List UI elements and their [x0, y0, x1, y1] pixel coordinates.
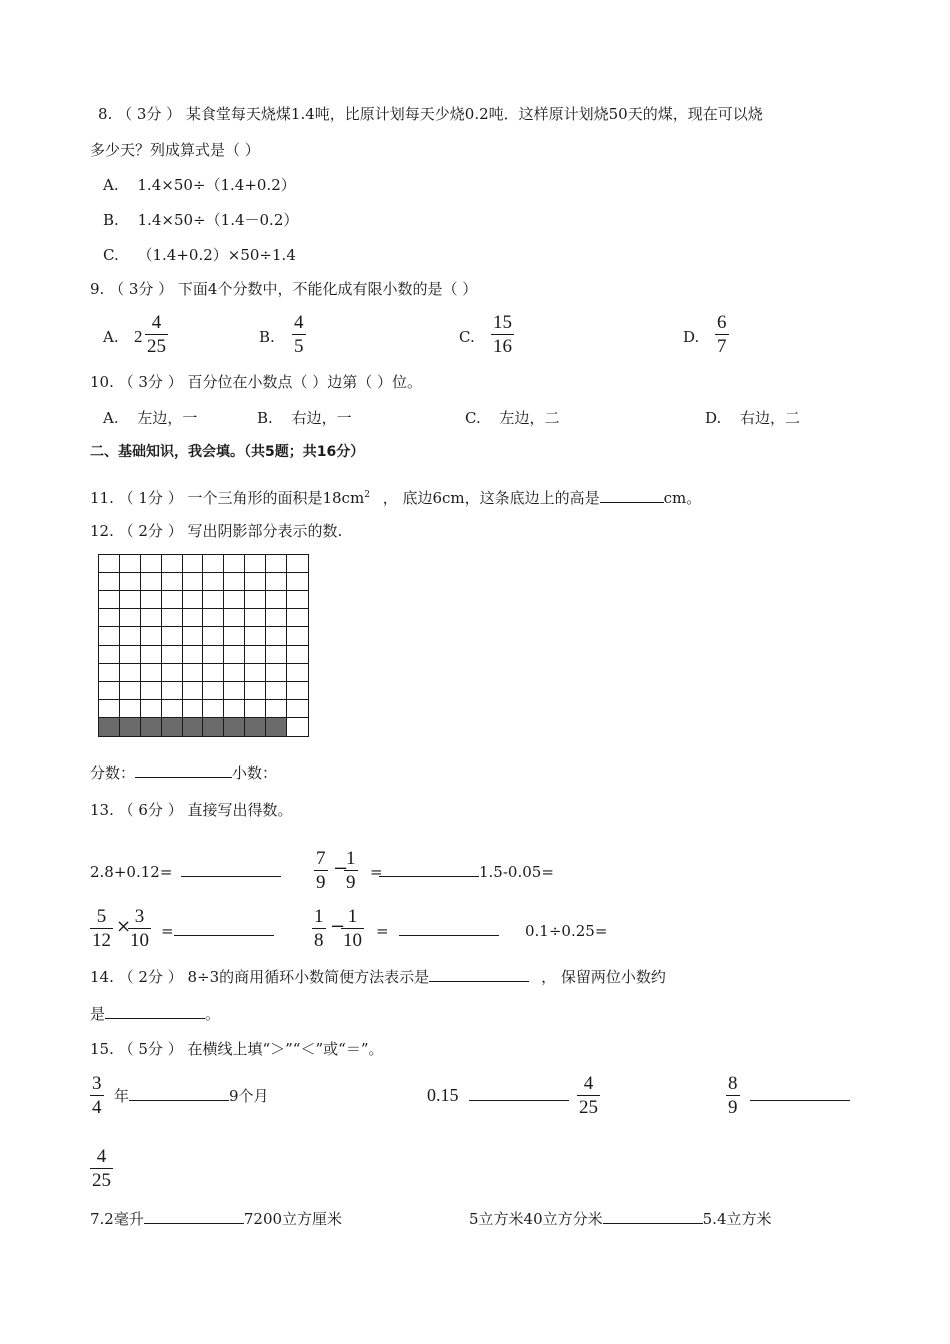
q11-line — [90, 485, 701, 508]
grid-cell — [266, 573, 287, 591]
grid-cell — [266, 646, 287, 664]
grid-cell — [183, 555, 204, 573]
grid-cell — [183, 591, 204, 609]
q15-stem: 15. （ 5分 ） 在横线上填“＞”“＜”或“＝”。 — [90, 1040, 384, 1058]
q13-expr-4-num-1: 5 — [96, 906, 107, 927]
grid-cell — [183, 609, 204, 627]
q12-fraction-label: 分数： — [90, 764, 136, 782]
grid-cell — [287, 646, 308, 664]
grid-cell — [224, 646, 245, 664]
q13-expr-4-den-1: 12 — [92, 930, 111, 951]
q13-expr-3-text: 1.5-0.05= — [479, 863, 554, 881]
grid-cell — [99, 682, 120, 700]
grid-cell — [203, 627, 224, 645]
q12-fraction-blank[interactable] — [135, 763, 232, 778]
q14-line2-text: 是 — [90, 1005, 106, 1023]
grid-cell — [162, 591, 183, 609]
q9-option-c-label: C. — [459, 328, 475, 346]
q10-option-d-label: D. — [705, 409, 722, 427]
q13-expr-5-blank[interactable] — [399, 921, 499, 936]
grid-cell-shaded — [162, 718, 183, 736]
grid-cell — [203, 609, 224, 627]
grid-cell — [203, 646, 224, 664]
grid-cell-shaded — [141, 718, 162, 736]
grid-cell — [120, 609, 141, 627]
grid-cell — [245, 609, 266, 627]
grid-cell-shaded — [183, 718, 204, 736]
q15-c3-rhs-denominator: 25 — [92, 1170, 111, 1191]
q11-superscript: 2 — [364, 490, 370, 500]
q13-expr-4-operator: × — [116, 916, 132, 937]
q8-option-a-text: 1.4×50÷（1.4+0.2） — [137, 176, 296, 194]
q9-option-a-whole: 2 — [134, 327, 143, 346]
grid-cell — [99, 555, 120, 573]
grid-cell-shaded — [266, 718, 287, 736]
grid-cell — [120, 591, 141, 609]
grid-cell — [141, 591, 162, 609]
grid-cell — [162, 609, 183, 627]
q13-expr-4-fraction-2 — [128, 906, 151, 951]
q13-expr-2-answer — [379, 862, 554, 882]
q9-option-d-fraction — [715, 312, 729, 357]
q11-text-c: cm。 — [663, 489, 702, 507]
q10-option-a[interactable] — [103, 408, 197, 428]
q15-c1-numerator: 3 — [92, 1073, 102, 1094]
q13-expr-1-blank[interactable] — [181, 862, 281, 877]
q15-c3-blank-wrap — [750, 1086, 850, 1106]
grid-cell — [141, 646, 162, 664]
grid-cell — [287, 664, 308, 682]
q10-stem: 10. （ 3分 ） 百分位在小数点（ ）边第（ ）位。 — [90, 373, 423, 391]
q15-c5-lhs: 5立方米40立方分米 — [469, 1210, 603, 1228]
q9-option-d-denominator: 7 — [717, 336, 727, 357]
grid-cell — [99, 664, 120, 682]
grid-cell — [287, 609, 308, 627]
q9-option-a-denominator: 25 — [147, 336, 166, 357]
q10-option-a-label: A. — [103, 409, 119, 427]
q9-option-a-numerator: 4 — [151, 312, 162, 333]
section-2-title: 二、基础知识，我会填。（共5题；共16分） — [90, 444, 365, 460]
grid-cell — [141, 555, 162, 573]
grid-cell — [245, 700, 266, 718]
q13-expr-1-text: 2.8+0.12= — [90, 863, 173, 881]
q9-option-d-numerator: 6 — [717, 312, 727, 333]
grid-cell — [287, 573, 308, 591]
q12-answer-line — [90, 763, 277, 783]
q15-c1-rhs: 9个月 — [229, 1087, 269, 1105]
q15-c2-numerator: 4 — [583, 1073, 594, 1094]
grid-cell — [266, 700, 287, 718]
grid-cell — [141, 573, 162, 591]
q11-answer-blank[interactable] — [600, 488, 664, 503]
q10-option-c[interactable] — [465, 408, 560, 428]
grid-cell — [141, 700, 162, 718]
q15-c2-blank[interactable] — [469, 1086, 569, 1101]
grid-cell — [99, 591, 120, 609]
q12-stem: 12. （ 2分 ） 写出阴影部分表示的数. — [90, 522, 343, 540]
q8-option-b[interactable] — [103, 210, 298, 230]
q12-decimal-label: 小数： — [232, 764, 278, 782]
grid-cell — [120, 700, 141, 718]
q15-c2-fraction — [577, 1073, 600, 1118]
grid-cell — [266, 591, 287, 609]
q13-expr-2-fraction-1 — [314, 848, 328, 893]
grid-cell — [141, 682, 162, 700]
q14-line1-text: 14. （ 2分 ） 8÷3的商用循环小数简便方法表示是 — [90, 968, 430, 986]
grid-cell — [120, 627, 141, 645]
q10-option-d[interactable] — [705, 408, 800, 428]
q13-expr-5-fraction-1 — [312, 906, 326, 951]
grid-cell — [183, 573, 204, 591]
grid-cell — [162, 627, 183, 645]
q9-option-a-fraction — [145, 312, 168, 357]
q13-expr-5-equals: = — [376, 922, 389, 940]
grid-cell — [99, 700, 120, 718]
q11-text-a: 11. （ 1分 ） 一个三角形的面积是18cm — [90, 489, 365, 507]
grid-cell — [245, 573, 266, 591]
q13-expr-5-den-2: 10 — [343, 930, 362, 951]
grid-cell — [203, 555, 224, 573]
grid-cell — [266, 664, 287, 682]
grid-cell — [162, 555, 183, 573]
q9-option-d-label: D. — [683, 328, 700, 346]
q13-expr-1 — [90, 862, 281, 882]
q8-option-a-label: A. — [103, 176, 119, 194]
grid-cell — [99, 573, 120, 591]
grid-cell — [99, 627, 120, 645]
grid-cell — [141, 627, 162, 645]
grid-cell — [120, 664, 141, 682]
q10-option-c-label: C. — [465, 409, 481, 427]
q10-option-c-text: 左边，二 — [499, 409, 560, 427]
q15-c3-numerator: 8 — [728, 1073, 738, 1094]
grid-cell — [183, 682, 204, 700]
q8-option-c-text: （1.4+0.2）×50÷1.4 — [137, 246, 296, 264]
q13-expr-4-blank[interactable] — [174, 921, 274, 936]
q14-line1-tail: ， 保留两位小数约 — [541, 968, 666, 986]
q13-expr-2-blank[interactable] — [379, 862, 479, 877]
q13-expr-5-num-1: 1 — [314, 906, 324, 927]
grid-cell — [183, 646, 204, 664]
q15-c5-blank[interactable] — [603, 1209, 703, 1224]
q13-expr-2-den-1: 9 — [316, 872, 326, 893]
grid-cell-shaded — [224, 718, 245, 736]
grid-cell — [203, 591, 224, 609]
q15-c2-blank-wrap — [469, 1086, 569, 1106]
q15-c1-unit: 年 — [114, 1087, 130, 1105]
q14-blank-2[interactable] — [105, 1004, 205, 1019]
grid-cell-shaded — [245, 718, 266, 736]
q13-expr-4-equals: = — [161, 922, 174, 940]
q13-expr-5-answer — [376, 921, 499, 941]
q13-expr-5-operator: − — [330, 916, 346, 937]
q15-c3-denominator: 9 — [728, 1097, 738, 1118]
grid-cell — [287, 591, 308, 609]
grid-cell — [224, 555, 245, 573]
grid-cell — [224, 573, 245, 591]
q13-expr-2-den-2: 9 — [346, 872, 356, 893]
grid-cell — [224, 682, 245, 700]
q9-option-b-denominator: 5 — [294, 336, 304, 357]
q8-option-c[interactable] — [103, 245, 296, 265]
q8-option-b-label: B. — [103, 211, 119, 229]
q13-stem: 13. （ 6分 ） 直接写出得数。 — [90, 801, 293, 819]
grid-cell — [245, 646, 266, 664]
q10-option-b[interactable] — [257, 408, 352, 428]
grid-cell — [245, 664, 266, 682]
q9-option-c-fraction — [491, 312, 514, 357]
q9-option-a-label: A. — [103, 328, 119, 346]
grid-cell — [266, 609, 287, 627]
q10-option-d-text: 右边，二 — [740, 409, 801, 427]
grid-cell — [245, 627, 266, 645]
q15-c2-lhs: 0.15 — [427, 1085, 459, 1105]
q13-expr-6: 0.1÷0.25= — [525, 922, 608, 940]
grid-cell — [141, 609, 162, 627]
q15-c5-rhs: 5.4立方米 — [702, 1210, 772, 1228]
q9-option-b-numerator: 4 — [294, 312, 304, 333]
q15-c3-rhs-numerator: 4 — [96, 1146, 107, 1167]
q13-expr-4-den-2: 10 — [130, 930, 149, 951]
grid-cell — [162, 646, 183, 664]
grid-cell — [266, 555, 287, 573]
q13-expr-4-answer — [161, 921, 274, 941]
grid-cell — [287, 682, 308, 700]
grid-cell — [224, 591, 245, 609]
grid-cell — [162, 664, 183, 682]
grid-cell — [224, 664, 245, 682]
grid-cell — [224, 609, 245, 627]
q15-c3-rhs-fraction — [90, 1146, 113, 1191]
grid-cell — [224, 627, 245, 645]
q13-expr-2-operator: − — [333, 858, 349, 879]
grid-cell — [245, 682, 266, 700]
q15-c4-blank[interactable] — [144, 1209, 244, 1224]
grid-cell — [203, 682, 224, 700]
q8-option-a[interactable] — [103, 175, 296, 195]
grid-cell — [120, 573, 141, 591]
q8-stem-line1: 8. （ 3分 ） 某食堂每天烧煤1.4吨，比原计划每天少烧0.2吨．这样原计划烧50天的煤，现在可以烧 — [98, 105, 763, 123]
q15-c1-denominator: 4 — [92, 1097, 102, 1118]
q9-option-c-numerator: 15 — [493, 312, 512, 333]
grid-cell — [99, 646, 120, 664]
grid-cell — [183, 700, 204, 718]
q15-c1-blank[interactable] — [129, 1086, 229, 1101]
q15-c4-lhs: 7.2毫升 — [90, 1210, 144, 1228]
q9-option-b-fraction — [292, 312, 306, 357]
q13-expr-2-fraction-2 — [344, 848, 358, 893]
grid-cell — [99, 609, 120, 627]
q15-c3-fraction — [726, 1073, 740, 1118]
q9-option-c-denominator: 16 — [493, 336, 512, 357]
grid-cell — [266, 627, 287, 645]
grid-cell-shaded — [99, 718, 120, 736]
grid-cell — [120, 555, 141, 573]
q13-expr-4-num-2: 3 — [134, 906, 145, 927]
q9-option-b-label: B. — [259, 328, 275, 346]
q13-expr-5-num-2: 1 — [347, 906, 358, 927]
grid-cell — [203, 700, 224, 718]
grid-cell-shaded — [120, 718, 141, 736]
q9-stem: 9. （ 3分 ） 下面4个分数中，不能化成有限小数的是（ ） — [90, 280, 478, 298]
grid-cell — [287, 555, 308, 573]
hundred-grid — [98, 554, 309, 737]
q10-option-a-text: 左边，一 — [137, 409, 198, 427]
grid-cell — [287, 700, 308, 718]
grid-cell — [141, 664, 162, 682]
q8-option-c-label: C. — [103, 246, 119, 264]
grid-cell — [245, 555, 266, 573]
q8-option-b-text: 1.4×50÷（1.4－0.2） — [137, 211, 299, 229]
grid-cell — [203, 664, 224, 682]
q14-line2 — [90, 1004, 220, 1024]
q13-expr-5-den-1: 8 — [314, 930, 324, 951]
grid-cell — [120, 682, 141, 700]
q15-c4-rhs: 7200立方厘米 — [243, 1210, 343, 1228]
q15-compare-4 — [90, 1209, 342, 1229]
grid-cell — [162, 573, 183, 591]
q13-expr-5-fraction-2 — [341, 906, 364, 951]
q15-c3-blank[interactable] — [750, 1086, 850, 1101]
q13-expr-2-num-2: 1 — [346, 848, 356, 869]
grid-cell — [183, 627, 204, 645]
q15-c1-fraction — [90, 1073, 104, 1118]
grid-cell — [120, 646, 141, 664]
q10-option-b-text: 右边，一 — [291, 409, 352, 427]
q14-blank-1[interactable] — [429, 967, 529, 982]
grid-cell — [203, 573, 224, 591]
grid-cell — [266, 682, 287, 700]
q11-text-b: ， 底边6cm，这条底边上的高是 — [382, 489, 600, 507]
grid-cell — [224, 700, 245, 718]
q13-expr-4-fraction-1 — [90, 906, 113, 951]
q13-expr-2-equals: = — [370, 863, 383, 881]
q15-compare-5 — [469, 1209, 772, 1229]
grid-cell — [162, 700, 183, 718]
grid-cell — [287, 718, 308, 736]
grid-cell-shaded — [203, 718, 224, 736]
grid-cell — [245, 591, 266, 609]
q13-expr-2-num-1: 7 — [316, 848, 326, 869]
grid-cell — [287, 627, 308, 645]
q10-option-b-label: B. — [257, 409, 273, 427]
q8-stem-line2: 多少天？列成算式是（ ） — [90, 141, 260, 159]
q15-c2-denominator: 25 — [579, 1097, 598, 1118]
grid-cell — [162, 682, 183, 700]
grid-cell — [183, 664, 204, 682]
q15-c1-text — [114, 1086, 269, 1106]
q14-line1 — [90, 967, 666, 987]
q14-line2-tail: 。 — [205, 1005, 221, 1023]
